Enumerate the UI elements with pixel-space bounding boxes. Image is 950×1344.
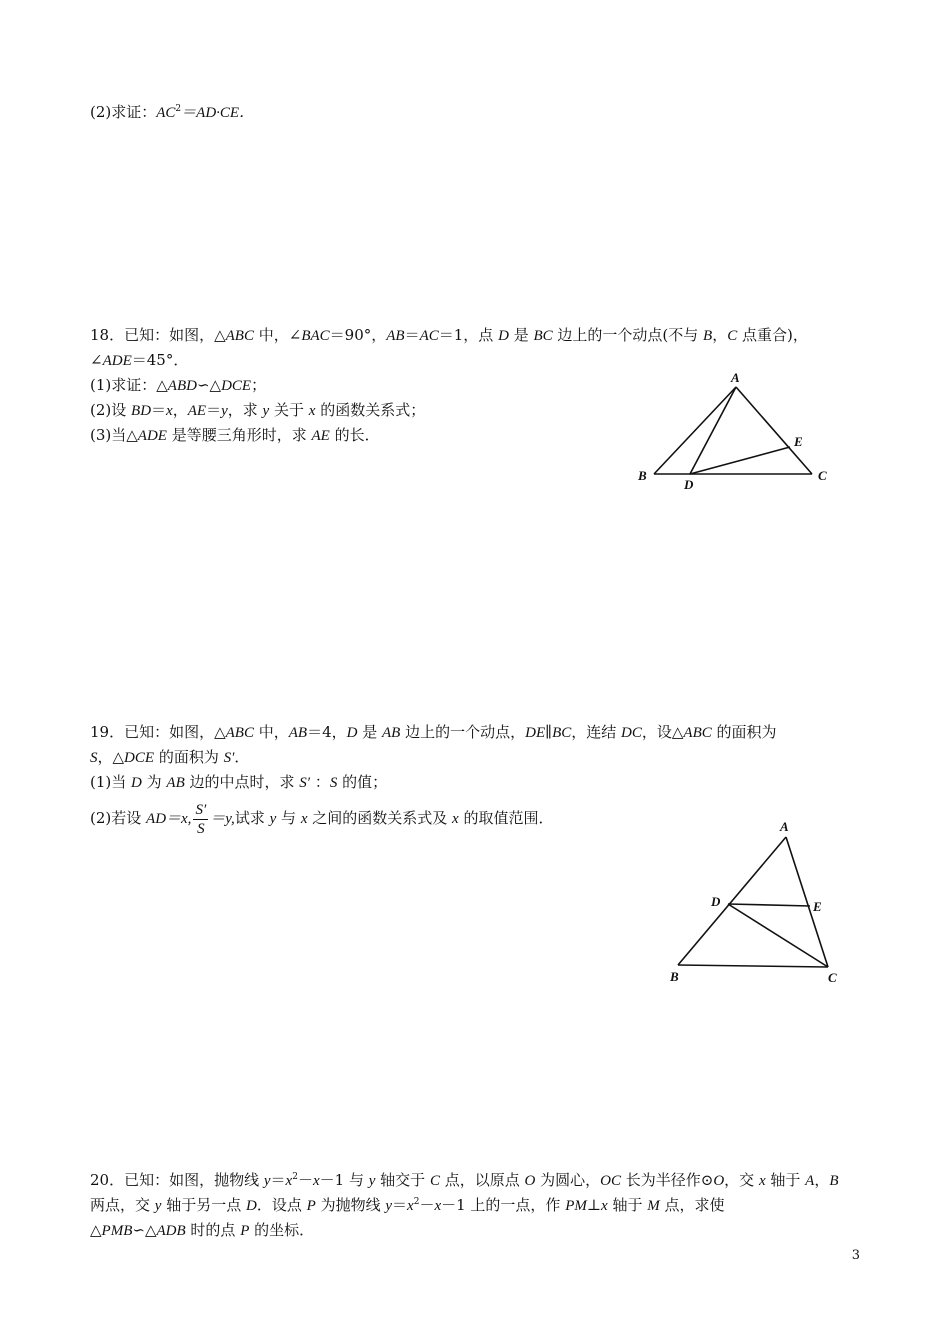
q17-part2: (2)求证：$AC^2=AD\cdot CE$． xyxy=(90,103,255,121)
q19-segment-ac xyxy=(786,837,828,967)
q19-part1: (1)当 D 为 AB 边的中点时，求 S′ ：S 的值； xyxy=(90,773,388,791)
q19-stem-line2: S，△DCE 的面积为 S′． xyxy=(90,748,250,766)
q18-label-b: B xyxy=(638,468,647,483)
q18-segment-ac xyxy=(736,387,812,474)
q18-label-a: A xyxy=(731,370,740,385)
page-number: 3 xyxy=(851,1248,860,1263)
q18-figure xyxy=(630,365,850,495)
q19-stem-line1: 19．已知：如图，△ABC 中，AB＝4，D 是 AB 边上的一个动点，DE∥BC，连结 DC，设△ABC 的面积为 xyxy=(90,723,777,741)
q19-segment-de xyxy=(728,904,810,906)
q18-part1: (1)求证：△ABD∽△DCE； xyxy=(90,376,267,394)
q18-segment-ab xyxy=(654,387,736,474)
q19-segment-bc xyxy=(678,965,828,967)
q20-stem-line3: △PMB∽△ADB 时的点 P 的坐标． xyxy=(90,1221,315,1239)
q19-label-b: B xyxy=(670,969,679,984)
q18-part2: (2)设 BD＝x，AE＝y，求 y 关于 x 的函数关系式； xyxy=(90,401,426,419)
q19-label-e: E xyxy=(813,899,822,914)
q20-stem-line2: 两点，交 y 轴于另一点 D．设点 P 为抛物线 $y=x^2-x-1$ 上的一点，作 PM⊥x 轴于 M 点，求使 xyxy=(90,1196,725,1214)
q20-stem-line1: 20．已知：如图，抛物线 $y=x^2-x-1$ 与 y 轴交于 C 点，以原点 O 为圆心，OC 长为半径作⊙O，交 x 轴于 A，B xyxy=(90,1171,839,1189)
q19-label-d: D xyxy=(711,894,721,909)
q19-fraction: $\frac{S'}{S}$ xyxy=(195,801,207,837)
q19-label-a: A xyxy=(780,819,789,834)
q19-segment-ab xyxy=(678,837,786,965)
q18-label-d: D xyxy=(684,477,694,492)
q18-stem-line1: 18．已知：如图，△ABC 中，∠BAC＝90°，AB＝AC＝1，点 D 是 BC 边上的一个动点(不与 B，C 点重合)， xyxy=(90,326,808,344)
q18-part3: (3)当△ADE 是等腰三角形时，求 AE 的长． xyxy=(90,426,380,444)
q19-figure xyxy=(660,815,850,990)
q19-label-c: C xyxy=(828,970,837,985)
q18-stem-line2: ∠ADE＝45°． xyxy=(90,351,189,369)
q18-segment-ad xyxy=(690,387,736,474)
q18-segment-de xyxy=(690,447,790,474)
q19-part2: (2)若设 AD＝x, $\frac{S'}{S}$ ＝y,试求 y 与 x 之间的函数关系式及 x 的取值范围． xyxy=(90,801,554,837)
q18-label-c: C xyxy=(818,468,827,483)
q18-label-e: E xyxy=(794,434,803,449)
